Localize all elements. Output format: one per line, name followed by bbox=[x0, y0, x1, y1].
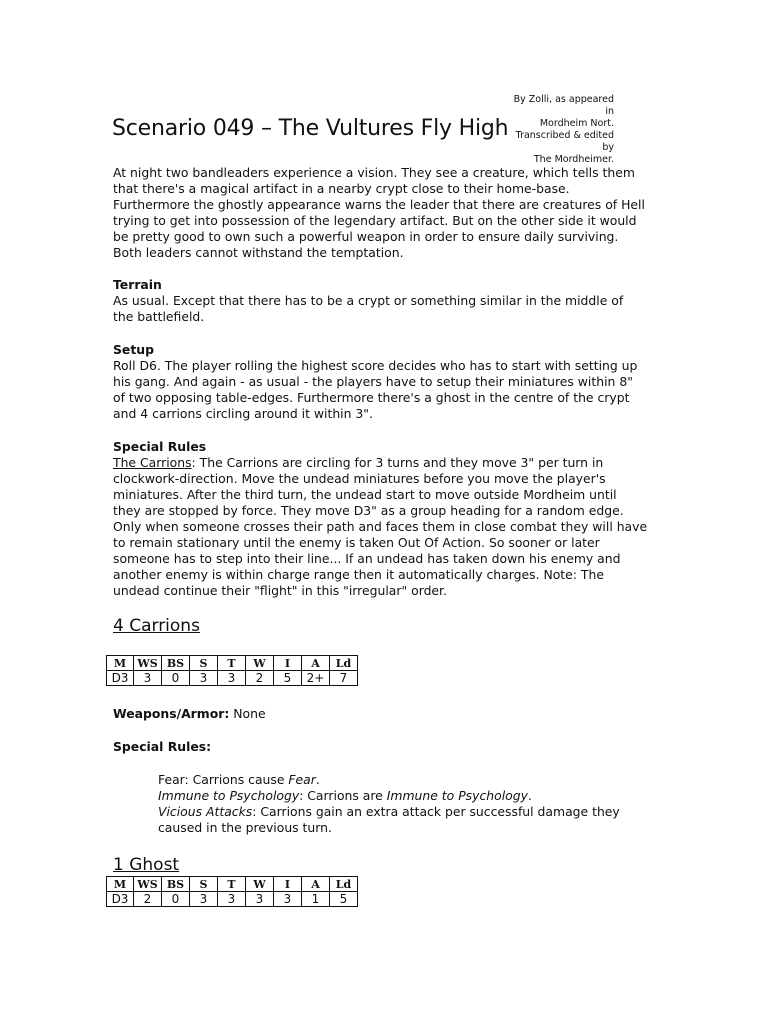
text-line: and 4 carrions circling around it within 3". bbox=[113, 406, 373, 421]
stat-header-row bbox=[107, 877, 358, 892]
carrions-special-rules-heading bbox=[113, 739, 668, 755]
stat-header: Ld bbox=[330, 877, 358, 892]
stat-header: S bbox=[190, 656, 218, 671]
special-rules-section bbox=[113, 439, 668, 599]
stat-header-row bbox=[107, 656, 358, 671]
setup-section bbox=[113, 342, 668, 422]
stat-value: 3 bbox=[218, 671, 246, 686]
stat-value: D3 bbox=[107, 892, 134, 907]
stat-value: 3 bbox=[190, 892, 218, 907]
carrions-title: 4 Carrions bbox=[113, 616, 200, 636]
text-fragment: . bbox=[315, 772, 320, 787]
text-line: Only when someone crosses their path and faces them in close combat they will have bbox=[113, 519, 648, 534]
stat-header: WS bbox=[134, 877, 162, 892]
carrions-label: The Carrions bbox=[113, 455, 192, 470]
text-fragment: Fear: Carrions cause bbox=[158, 772, 289, 787]
special-rules-heading: Special Rules bbox=[113, 439, 207, 454]
text-fragment: . bbox=[527, 788, 532, 803]
stat-header: T bbox=[218, 877, 246, 892]
credit-line: by bbox=[602, 142, 614, 153]
text-line: Furthermore the ghostly appearance warns the leader that there are creatures of Hell bbox=[113, 197, 645, 212]
text-line: of two opposing table-edges. Furthermore there's a ghost in the centre of the crypt bbox=[113, 390, 630, 405]
stat-header: S bbox=[190, 877, 218, 892]
stat-value: 3 bbox=[274, 892, 302, 907]
text-fragment: Fear bbox=[288, 772, 316, 787]
text-line: someone has to step into their line... If an undead has taken down his enemy and bbox=[113, 551, 621, 566]
text-line: they are stopped by force. They move D3" as a group heading for a random edge. bbox=[113, 503, 624, 518]
text-line: As usual. Except that there has to be a crypt or something similar in the middle of bbox=[113, 293, 624, 308]
stat-value: 2 bbox=[134, 892, 162, 907]
stat-value: 3 bbox=[246, 892, 274, 907]
stat-header: M bbox=[107, 656, 134, 671]
stat-header: M bbox=[107, 877, 134, 892]
stat-value-row bbox=[107, 671, 358, 686]
stat-header: W bbox=[246, 877, 274, 892]
stat-header: Ld bbox=[330, 656, 358, 671]
stat-header: BS bbox=[162, 877, 190, 892]
stat-value-row bbox=[107, 892, 358, 907]
text-line: undead continue their "flight" in this "irregular" order. bbox=[113, 583, 447, 598]
text-line: be pretty good to own such a powerful weapon in order to ensure daily surviving. bbox=[113, 229, 619, 244]
terrain-heading: Terrain bbox=[113, 277, 162, 292]
credit-line: Mordheim Nort. bbox=[539, 118, 614, 129]
rule-fear bbox=[158, 772, 658, 788]
stat-header: WS bbox=[134, 656, 162, 671]
text-fragment: : Carrions gain an extra attack per successful damage they bbox=[252, 804, 620, 819]
text-line: clockwork-direction. Move the undead miniatures before you move the player's bbox=[113, 471, 606, 486]
stat-header: W bbox=[246, 656, 274, 671]
stat-header: I bbox=[274, 656, 302, 671]
credit-line: By Zolli, as appeared bbox=[513, 94, 614, 105]
text-line: trying to get into possession of the legendary artifact. But on the other side it would bbox=[113, 213, 637, 228]
intro-paragraph bbox=[113, 165, 668, 261]
text-fragment: : Carrions are bbox=[299, 788, 387, 803]
text-line: to remain stationary until the enemy is taken Out Of Action. So sooner or later bbox=[113, 535, 600, 550]
stat-value: 3 bbox=[190, 671, 218, 686]
terrain-section bbox=[113, 277, 668, 325]
weapons-label: Weapons/Armor: bbox=[113, 706, 230, 721]
carrions-stat-table bbox=[106, 655, 358, 686]
stat-value: 2+ bbox=[302, 671, 330, 686]
weapons-value: None bbox=[229, 706, 266, 721]
text-fragment: Vicious Attacks bbox=[158, 804, 253, 819]
page-title: Scenario 049 – The Vultures Fly High bbox=[112, 116, 509, 141]
credit-line: The Mordheimer. bbox=[533, 154, 614, 165]
stat-value: 5 bbox=[330, 892, 358, 907]
stat-value: 0 bbox=[162, 892, 190, 907]
stat-value: 5 bbox=[274, 671, 302, 686]
text-line: miniatures. After the third turn, the undead start to move outside Mordheim until bbox=[113, 487, 617, 502]
stat-value: 2 bbox=[246, 671, 274, 686]
stat-header: BS bbox=[162, 656, 190, 671]
stat-value: D3 bbox=[107, 671, 134, 686]
ghost-title: 1 Ghost bbox=[113, 855, 180, 875]
text-line: that there's a magical artifact in a nearby crypt close to their home-base. bbox=[113, 181, 570, 196]
setup-heading: Setup bbox=[113, 342, 154, 357]
stat-header: A bbox=[302, 656, 330, 671]
rule-vicious-continued: caused in the previous turn. bbox=[158, 820, 332, 835]
stat-value: 0 bbox=[162, 671, 190, 686]
stat-value: 1 bbox=[302, 892, 330, 907]
stat-value: 7 bbox=[330, 671, 358, 686]
text-line: his gang. And again - as usual - the players have to setup their miniatures within 8" bbox=[113, 374, 633, 389]
text-line bbox=[113, 455, 668, 471]
text-line: the battlefield. bbox=[113, 309, 205, 324]
text-line: At night two bandleaders experience a vision. They see a creature, which tells them bbox=[113, 165, 635, 180]
stat-header: I bbox=[274, 877, 302, 892]
carrions-rules-list bbox=[158, 772, 658, 836]
text-line: Roll D6. The player rolling the highest score decides who has to start with setting up bbox=[113, 358, 638, 373]
rule-immune bbox=[158, 788, 658, 804]
rule-vicious bbox=[158, 804, 658, 820]
text-fragment: : The Carrions are circling for 3 turns and they move 3" per turn in bbox=[191, 455, 604, 470]
ghost-stat-table bbox=[106, 876, 358, 907]
text-fragment: Immune to Psychology bbox=[158, 788, 300, 803]
special-rules-label: Special Rules: bbox=[113, 739, 212, 754]
credit-line: in bbox=[605, 106, 614, 117]
weapons-armor-line bbox=[113, 706, 668, 722]
stat-header: A bbox=[302, 877, 330, 892]
text-fragment: Immune to Psychology bbox=[386, 788, 528, 803]
author-credit bbox=[490, 94, 614, 166]
stat-value: 3 bbox=[134, 671, 162, 686]
credit-line: Transcribed & edited bbox=[515, 130, 614, 141]
stat-value: 3 bbox=[218, 892, 246, 907]
text-line: Both leaders cannot withstand the temptation. bbox=[113, 245, 404, 260]
text-line: another enemy is within charge range then it automatically charges. Note: The bbox=[113, 567, 604, 582]
stat-header: T bbox=[218, 656, 246, 671]
